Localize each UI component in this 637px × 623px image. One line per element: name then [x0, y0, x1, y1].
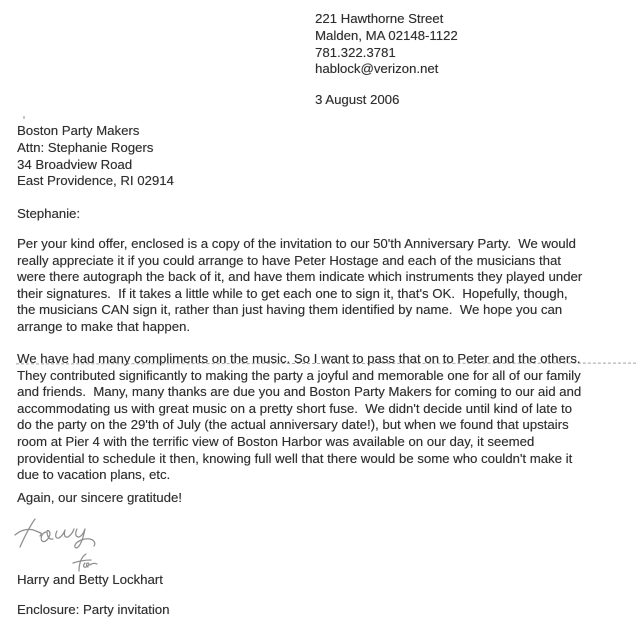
- body-line: providential to schedule it then, knowing full well that there would be some who couldn't make it: [17, 450, 573, 466]
- body-line: their signatures. If it takes a little while to get each one to sign it, that's OK. Hopefully, though,: [17, 285, 568, 301]
- scan-speck-artifact: [23, 116, 25, 119]
- closing-line: Again, our sincere gratitude!: [17, 490, 182, 505]
- recipient-address-line: East Providence, RI 02914: [17, 173, 174, 189]
- body-line: accommodating us with great music on a pretty short fuse. We didn't decide until kind of late to: [17, 400, 572, 416]
- body-line: We have had many compliments on the music. So I want to pass that on to Peter and the others.: [17, 351, 581, 366]
- body-paragraph-2: [17, 351, 581, 484]
- body-line: Per your kind offer, enclosed is a copy of the invitation to our 50'th Anniversary Party. We would: [17, 236, 576, 251]
- body-line: due to vacation plans, etc.: [17, 467, 171, 483]
- body-line: arrange to make that happen.: [17, 318, 191, 334]
- handwritten-for-annotation: [70, 553, 98, 572]
- body-line: do the party on the 29'th of July (the actual anniversary date!), but when we found that upstairs: [17, 417, 569, 433]
- salutation: Stephanie:: [17, 206, 81, 221]
- enclosure-note: Enclosure: Party invitation: [17, 602, 170, 617]
- recipient-address-block: [17, 123, 174, 190]
- recipient-attn: Attn: Stephanie Rogers: [17, 139, 154, 155]
- sender-address-line: 221 Hawthorne Street: [315, 11, 444, 26]
- body-line: room at Pier 4 with the terrific view of Boston Harbor was available on our day, it seemed: [17, 433, 535, 449]
- recipient-address-line: 34 Broadview Road: [17, 156, 133, 172]
- body-line: the musicians CAN sign it, rather than just having them identified by name. We hope you can: [17, 302, 563, 318]
- letter-date: 3 August 2006: [315, 92, 400, 107]
- body-line: really appreciate it if you could arrange to have Peter Hostage and each of the musicians that: [17, 252, 561, 268]
- recipient-name: Boston Party Makers: [17, 123, 140, 138]
- body-line: They contributed significantly to making the party a joyful and memorable one for all of our family: [17, 367, 581, 383]
- body-line: were there autograph the back of it, and have them indicate which instruments they played under: [17, 269, 583, 285]
- sender-address-line: Malden, MA 02148-1122: [315, 27, 458, 43]
- sender-email: hablock@verizon.net: [315, 61, 439, 77]
- sender-address-block: [315, 11, 458, 78]
- body-paragraph-1: [17, 236, 582, 336]
- handwritten-signature: [13, 516, 99, 554]
- typed-signature-name: Harry and Betty Lockhart: [17, 572, 163, 587]
- body-line: and friends. Many, many thanks are due you and Boston Party Makers for coming to our aid and: [17, 384, 582, 400]
- sender-phone: 781.322.3781: [315, 44, 396, 60]
